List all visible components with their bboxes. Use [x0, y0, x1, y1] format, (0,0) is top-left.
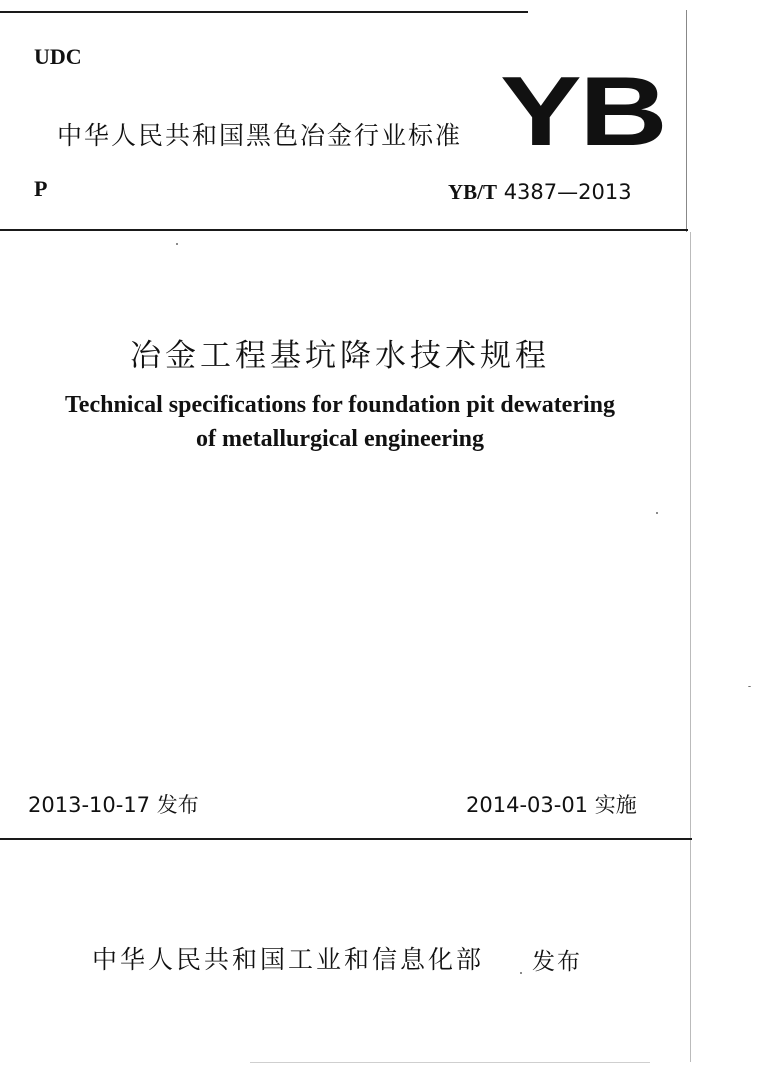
top-rule: [0, 11, 528, 13]
scan-speck: [656, 512, 658, 514]
standard-category-title: 中华人民共和国黑色冶金行业标准: [57, 121, 463, 150]
title-english-line-1: Technical specifications for foundation pit dewatering: [64, 392, 616, 418]
right-edge-line: [686, 10, 687, 232]
standard-code-prefix: YB/T: [448, 180, 498, 204]
issue-action: 发布: [532, 949, 582, 975]
bottom-dotted-line: [250, 1062, 650, 1063]
header-rule: [0, 229, 688, 231]
classification-label: P: [34, 176, 48, 201]
scan-speck: [748, 686, 751, 687]
scan-speck: [176, 243, 178, 245]
date-rule: [0, 838, 692, 840]
standard-code: [448, 180, 632, 205]
udc-label: UDC: [34, 44, 82, 69]
title-english-line-2: of metallurgical engineering: [196, 426, 484, 452]
scan-speck: [520, 972, 522, 974]
right-edge-line-lower: [690, 232, 691, 1062]
yb-logo: YB: [500, 56, 666, 166]
title-chinese: 冶金工程基坑降水技术规程: [130, 338, 550, 374]
title-english: [0, 388, 680, 456]
standard-code-number: 4387—2013: [497, 180, 632, 204]
release-date: 2013-10-17 发布: [28, 793, 199, 817]
issuing-authority: 中华人民共和国工业和信息化部: [92, 945, 485, 974]
implementation-date: 2014-03-01 实施: [466, 793, 637, 817]
